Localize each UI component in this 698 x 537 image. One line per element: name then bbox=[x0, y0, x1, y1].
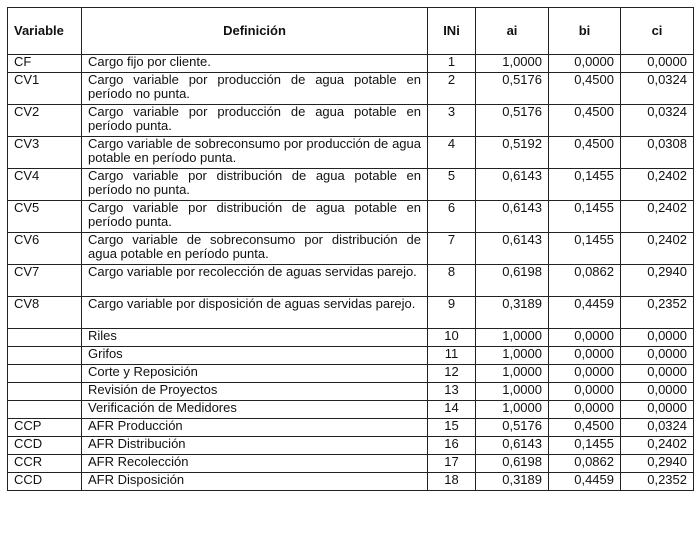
cell-definicion: Cargo fijo por cliente. bbox=[82, 55, 428, 73]
cell-ai: 0,6143 bbox=[476, 437, 549, 455]
header-variable: Variable bbox=[8, 8, 82, 55]
cell-ini: 14 bbox=[428, 401, 476, 419]
cell-ini: 12 bbox=[428, 365, 476, 383]
cell-variable bbox=[8, 365, 82, 383]
cell-ci: 0,0000 bbox=[621, 365, 694, 383]
cell-variable bbox=[8, 329, 82, 347]
cell-definicion: Cargo variable por recolección de aguas servidas parejo. bbox=[82, 265, 428, 297]
cell-definicion: Cargo variable por distribución de agua potable en período no punta. bbox=[82, 169, 428, 201]
cell-ini: 16 bbox=[428, 437, 476, 455]
cell-bi: 0,0000 bbox=[549, 347, 621, 365]
cell-bi: 0,1455 bbox=[549, 169, 621, 201]
cell-definicion: Cargo variable por disposición de aguas servidas parejo. bbox=[82, 297, 428, 329]
header-ci: ci bbox=[621, 8, 694, 55]
cell-bi: 0,0000 bbox=[549, 329, 621, 347]
cell-ci: 0,0000 bbox=[621, 329, 694, 347]
cell-ci: 0,0324 bbox=[621, 105, 694, 137]
cell-definicion: AFR Disposición bbox=[82, 473, 428, 491]
cell-ci: 0,0308 bbox=[621, 137, 694, 169]
cell-bi: 0,0000 bbox=[549, 55, 621, 73]
header-row bbox=[8, 8, 694, 55]
cell-variable: CCP bbox=[8, 419, 82, 437]
cell-ci: 0,2402 bbox=[621, 201, 694, 233]
cell-ci: 0,2402 bbox=[621, 233, 694, 265]
cell-bi: 0,4459 bbox=[549, 473, 621, 491]
table-row bbox=[8, 55, 694, 73]
cell-bi: 0,4500 bbox=[549, 137, 621, 169]
cell-ci: 0,0000 bbox=[621, 55, 694, 73]
cell-ai: 0,5176 bbox=[476, 105, 549, 137]
document-page bbox=[7, 7, 693, 491]
cell-ai: 0,3189 bbox=[476, 473, 549, 491]
table-row bbox=[8, 455, 694, 473]
cell-ai: 0,5192 bbox=[476, 137, 549, 169]
cell-ini: 5 bbox=[428, 169, 476, 201]
cell-ini: 8 bbox=[428, 265, 476, 297]
cell-ai: 0,3189 bbox=[476, 297, 549, 329]
cell-variable: CV7 bbox=[8, 265, 82, 297]
cell-definicion: Cargo variable por producción de agua potable en período punta. bbox=[82, 105, 428, 137]
cell-ai: 1,0000 bbox=[476, 401, 549, 419]
cell-bi: 0,1455 bbox=[549, 201, 621, 233]
header-ini: INi bbox=[428, 8, 476, 55]
table-row bbox=[8, 383, 694, 401]
cell-variable bbox=[8, 401, 82, 419]
cell-ini: 11 bbox=[428, 347, 476, 365]
cell-ini: 17 bbox=[428, 455, 476, 473]
cell-ci: 0,2402 bbox=[621, 437, 694, 455]
table-row bbox=[8, 347, 694, 365]
cell-variable: CV6 bbox=[8, 233, 82, 265]
cell-ai: 0,6198 bbox=[476, 265, 549, 297]
cell-definicion: AFR Recolección bbox=[82, 455, 428, 473]
cell-ini: 15 bbox=[428, 419, 476, 437]
cell-ai: 1,0000 bbox=[476, 347, 549, 365]
cell-ini: 2 bbox=[428, 73, 476, 105]
cell-variable bbox=[8, 347, 82, 365]
cell-ini: 7 bbox=[428, 233, 476, 265]
cell-variable: CV1 bbox=[8, 73, 82, 105]
cell-ai: 1,0000 bbox=[476, 383, 549, 401]
cell-variable: CCD bbox=[8, 473, 82, 491]
cell-definicion: Riles bbox=[82, 329, 428, 347]
table-row bbox=[8, 329, 694, 347]
cell-ci: 0,2940 bbox=[621, 455, 694, 473]
cell-ini: 3 bbox=[428, 105, 476, 137]
table-row bbox=[8, 201, 694, 233]
tariff-table bbox=[7, 7, 694, 491]
cell-ini: 18 bbox=[428, 473, 476, 491]
cell-variable: CV8 bbox=[8, 297, 82, 329]
cell-ci: 0,0000 bbox=[621, 383, 694, 401]
cell-variable: CV2 bbox=[8, 105, 82, 137]
cell-ini: 10 bbox=[428, 329, 476, 347]
cell-definicion: AFR Producción bbox=[82, 419, 428, 437]
cell-definicion: Cargo variable de sobreconsumo por distribución de agua potable en período punta. bbox=[82, 233, 428, 265]
cell-bi: 0,0000 bbox=[549, 365, 621, 383]
header-bi: bi bbox=[549, 8, 621, 55]
cell-ai: 0,6143 bbox=[476, 233, 549, 265]
cell-bi: 0,0862 bbox=[549, 455, 621, 473]
cell-ini: 6 bbox=[428, 201, 476, 233]
cell-ci: 0,2402 bbox=[621, 169, 694, 201]
table-row bbox=[8, 137, 694, 169]
cell-variable: CV5 bbox=[8, 201, 82, 233]
cell-variable: CV3 bbox=[8, 137, 82, 169]
table-row bbox=[8, 419, 694, 437]
header-ai: ai bbox=[476, 8, 549, 55]
cell-variable: CV4 bbox=[8, 169, 82, 201]
cell-definicion: Corte y Reposición bbox=[82, 365, 428, 383]
cell-ci: 0,2940 bbox=[621, 265, 694, 297]
cell-ai: 1,0000 bbox=[476, 329, 549, 347]
table-row bbox=[8, 297, 694, 329]
cell-ini: 4 bbox=[428, 137, 476, 169]
table-body bbox=[8, 55, 694, 491]
table-row bbox=[8, 265, 694, 297]
cell-bi: 0,0000 bbox=[549, 383, 621, 401]
table-row bbox=[8, 437, 694, 455]
header-definicion: Definición bbox=[82, 8, 428, 55]
table-row bbox=[8, 401, 694, 419]
cell-definicion: Cargo variable de sobreconsumo por producción de agua potable en período punta. bbox=[82, 137, 428, 169]
cell-ini: 13 bbox=[428, 383, 476, 401]
cell-ai: 1,0000 bbox=[476, 365, 549, 383]
cell-ini: 9 bbox=[428, 297, 476, 329]
cell-ai: 0,6198 bbox=[476, 455, 549, 473]
table-row bbox=[8, 365, 694, 383]
cell-definicion: AFR Distribución bbox=[82, 437, 428, 455]
cell-ai: 1,0000 bbox=[476, 55, 549, 73]
cell-ai: 0,6143 bbox=[476, 169, 549, 201]
cell-definicion: Cargo variable por producción de agua potable en período no punta. bbox=[82, 73, 428, 105]
cell-definicion: Verificación de Medidores bbox=[82, 401, 428, 419]
cell-ai: 0,5176 bbox=[476, 419, 549, 437]
cell-ci: 0,2352 bbox=[621, 473, 694, 491]
cell-bi: 0,0000 bbox=[549, 401, 621, 419]
cell-ai: 0,5176 bbox=[476, 73, 549, 105]
cell-definicion: Grifos bbox=[82, 347, 428, 365]
cell-bi: 0,1455 bbox=[549, 233, 621, 265]
cell-ci: 0,0000 bbox=[621, 401, 694, 419]
cell-bi: 0,4500 bbox=[549, 73, 621, 105]
table-row bbox=[8, 73, 694, 105]
cell-definicion: Cargo variable por distribución de agua potable en período punta. bbox=[82, 201, 428, 233]
cell-variable: CCR bbox=[8, 455, 82, 473]
cell-bi: 0,1455 bbox=[549, 437, 621, 455]
cell-bi: 0,4500 bbox=[549, 105, 621, 137]
table-row bbox=[8, 169, 694, 201]
cell-variable bbox=[8, 383, 82, 401]
cell-bi: 0,4459 bbox=[549, 297, 621, 329]
table-header bbox=[8, 8, 694, 55]
cell-variable: CF bbox=[8, 55, 82, 73]
cell-ci: 0,0000 bbox=[621, 347, 694, 365]
cell-variable: CCD bbox=[8, 437, 82, 455]
table-row bbox=[8, 105, 694, 137]
table-row bbox=[8, 233, 694, 265]
table-row bbox=[8, 473, 694, 491]
cell-ini: 1 bbox=[428, 55, 476, 73]
cell-ai: 0,6143 bbox=[476, 201, 549, 233]
cell-definicion: Revisión de Proyectos bbox=[82, 383, 428, 401]
cell-bi: 0,4500 bbox=[549, 419, 621, 437]
cell-ci: 0,0324 bbox=[621, 73, 694, 105]
cell-bi: 0,0862 bbox=[549, 265, 621, 297]
cell-ci: 0,0324 bbox=[621, 419, 694, 437]
cell-ci: 0,2352 bbox=[621, 297, 694, 329]
